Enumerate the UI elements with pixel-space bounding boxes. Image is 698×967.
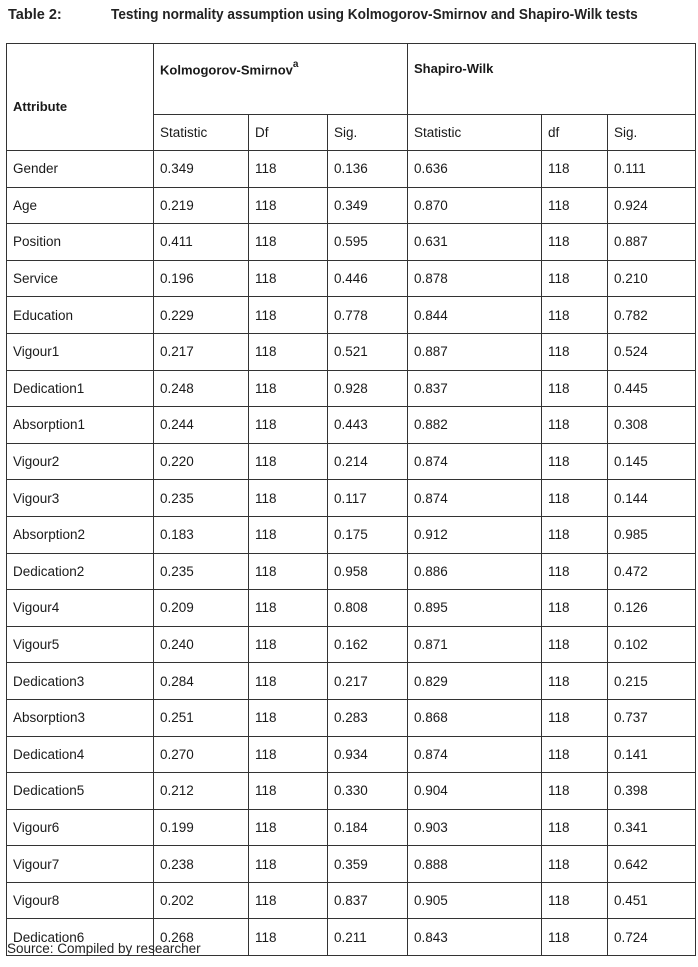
- attribute-cell: Dedication6: [7, 919, 154, 956]
- sw-df-cell: 118: [542, 516, 608, 553]
- ks-df-cell: 118: [249, 626, 328, 663]
- ks-statistic-cell: 0.284: [154, 663, 249, 700]
- ks-sig-cell: 0.778: [328, 297, 408, 334]
- sw-df-cell: 118: [542, 882, 608, 919]
- table-row: [7, 846, 696, 883]
- sw-statistic-cell: 0.844: [408, 297, 542, 334]
- sw-sig-cell: 0.210: [608, 260, 696, 297]
- ks-statistic-cell: 0.209: [154, 590, 249, 627]
- ks-statistic-cell: 0.251: [154, 699, 249, 736]
- sw-df-cell: 118: [542, 407, 608, 444]
- table-row: [7, 407, 696, 444]
- ks-sig-cell: 0.928: [328, 370, 408, 407]
- attribute-cell: Dedication2: [7, 553, 154, 590]
- ks-df-cell: 118: [249, 736, 328, 773]
- sw-sig-cell: 0.111: [608, 151, 696, 188]
- table-row: [7, 736, 696, 773]
- ks-statistic-cell: 0.244: [154, 407, 249, 444]
- sw-df-cell: 118: [542, 187, 608, 224]
- ks-df-cell: 118: [249, 370, 328, 407]
- table-row: [7, 516, 696, 553]
- sw-statistic-cell: 0.887: [408, 333, 542, 370]
- ks-statistic-cell: 0.202: [154, 882, 249, 919]
- attribute-cell: Vigour1: [7, 333, 154, 370]
- sw-sig-cell: 0.924: [608, 187, 696, 224]
- table-row: [7, 480, 696, 517]
- ks-sig-cell: 0.217: [328, 663, 408, 700]
- ks-df-cell: 118: [249, 773, 328, 810]
- attribute-cell: Service: [7, 260, 154, 297]
- sw-statistic-cell: 0.874: [408, 480, 542, 517]
- ks-sig-cell: 0.136: [328, 151, 408, 188]
- sw-sig-cell: 0.782: [608, 297, 696, 334]
- ks-df-cell: 118: [249, 480, 328, 517]
- sw-statistic-cell: 0.895: [408, 590, 542, 627]
- sw-statistic-cell: 0.878: [408, 260, 542, 297]
- ks-df-cell: 118: [249, 333, 328, 370]
- attribute-cell: Vigour7: [7, 846, 154, 883]
- ks-sig-cell: 0.808: [328, 590, 408, 627]
- table-row: [7, 224, 696, 261]
- ks-df-cell: 118: [249, 553, 328, 590]
- sw-statistic-cell: 0.843: [408, 919, 542, 956]
- attribute-cell: Absorption3: [7, 699, 154, 736]
- sw-sig-cell: 0.145: [608, 443, 696, 480]
- ks-df-header: Df: [249, 115, 328, 151]
- sw-df-cell: 118: [542, 699, 608, 736]
- sw-statistic-cell: 0.871: [408, 626, 542, 663]
- ks-df-cell: 118: [249, 699, 328, 736]
- sw-sig-cell: 0.144: [608, 480, 696, 517]
- ks-statistic-cell: 0.217: [154, 333, 249, 370]
- sw-df-cell: 118: [542, 919, 608, 956]
- table-row: [7, 590, 696, 627]
- table-row: [7, 773, 696, 810]
- ks-statistic-header: Statistic: [154, 115, 249, 151]
- ks-df-cell: 118: [249, 590, 328, 627]
- sw-statistic-cell: 0.903: [408, 809, 542, 846]
- ks-df-cell: 118: [249, 663, 328, 700]
- table-row: [7, 260, 696, 297]
- sw-df-cell: 118: [542, 151, 608, 188]
- ks-statistic-cell: 0.235: [154, 480, 249, 517]
- attribute-cell: Absorption1: [7, 407, 154, 444]
- sw-statistic-cell: 0.882: [408, 407, 542, 444]
- table-row: [7, 443, 696, 480]
- sw-df-cell: 118: [542, 224, 608, 261]
- sw-df-cell: 118: [542, 736, 608, 773]
- sw-sig-cell: 0.724: [608, 919, 696, 956]
- ks-sig-cell: 0.214: [328, 443, 408, 480]
- attribute-cell: Vigour4: [7, 590, 154, 627]
- sw-sig-cell: 0.985: [608, 516, 696, 553]
- table-label: Table 2:: [8, 7, 62, 23]
- attribute-cell: Dedication5: [7, 773, 154, 810]
- sw-statistic-header: Statistic: [408, 115, 542, 151]
- ks-df-cell: 118: [249, 516, 328, 553]
- sw-sig-cell: 0.451: [608, 882, 696, 919]
- table-row: [7, 553, 696, 590]
- attribute-cell: Age: [7, 187, 154, 224]
- ks-sig-cell: 0.211: [328, 919, 408, 956]
- table-title: Testing normality assumption using Kolmogorov-Smirnov and Shapiro-Wilk tests: [111, 7, 638, 23]
- ks-sig-cell: 0.934: [328, 736, 408, 773]
- attribute-cell: Dedication1: [7, 370, 154, 407]
- sw-sig-cell: 0.398: [608, 773, 696, 810]
- sw-sig-cell: 0.141: [608, 736, 696, 773]
- ks-statistic-cell: 0.411: [154, 224, 249, 261]
- ks-sig-cell: 0.958: [328, 553, 408, 590]
- ks-sig-header: Sig.: [328, 115, 408, 151]
- source-note: Source: Compiled by researcher: [7, 941, 201, 956]
- table-caption: [8, 7, 694, 31]
- ks-sig-cell: 0.521: [328, 333, 408, 370]
- attribute-cell: Vigour5: [7, 626, 154, 663]
- normality-table: [6, 43, 696, 956]
- table-row: [7, 187, 696, 224]
- attribute-cell: Vigour6: [7, 809, 154, 846]
- sw-df-cell: 118: [542, 333, 608, 370]
- ks-group-label: Kolmogorov-Smirnov: [160, 62, 293, 78]
- table-row: [7, 663, 696, 700]
- sw-df-cell: 118: [542, 663, 608, 700]
- ks-df-cell: 118: [249, 443, 328, 480]
- ks-sig-cell: 0.117: [328, 480, 408, 517]
- ks-statistic-cell: 0.270: [154, 736, 249, 773]
- sw-sig-cell: 0.102: [608, 626, 696, 663]
- ks-df-cell: 118: [249, 407, 328, 444]
- table-row: [7, 626, 696, 663]
- ks-sig-cell: 0.837: [328, 882, 408, 919]
- ks-statistic-cell: 0.349: [154, 151, 249, 188]
- ks-sig-cell: 0.184: [328, 809, 408, 846]
- sw-sig-cell: 0.524: [608, 333, 696, 370]
- ks-statistic-cell: 0.199: [154, 809, 249, 846]
- ks-statistic-cell: 0.229: [154, 297, 249, 334]
- sw-df-cell: 118: [542, 297, 608, 334]
- table-row: [7, 370, 696, 407]
- sw-statistic-cell: 0.631: [408, 224, 542, 261]
- table-body: [7, 151, 696, 956]
- sw-sig-header: Sig.: [608, 115, 696, 151]
- ks-df-cell: 118: [249, 187, 328, 224]
- sw-sig-cell: 0.308: [608, 407, 696, 444]
- ks-group-header: [154, 44, 408, 115]
- sw-statistic-cell: 0.904: [408, 773, 542, 810]
- ks-statistic-cell: 0.238: [154, 846, 249, 883]
- sw-statistic-cell: 0.636: [408, 151, 542, 188]
- attribute-cell: Position: [7, 224, 154, 261]
- group-header-row: [7, 44, 696, 115]
- sw-df-cell: 118: [542, 480, 608, 517]
- sw-statistic-cell: 0.888: [408, 846, 542, 883]
- ks-df-cell: 118: [249, 809, 328, 846]
- ks-statistic-cell: 0.219: [154, 187, 249, 224]
- sw-statistic-cell: 0.874: [408, 443, 542, 480]
- sw-statistic-cell: 0.870: [408, 187, 542, 224]
- attribute-cell: Education: [7, 297, 154, 334]
- table-row: [7, 151, 696, 188]
- ks-sig-cell: 0.359: [328, 846, 408, 883]
- ks-sig-cell: 0.175: [328, 516, 408, 553]
- sw-df-header: df: [542, 115, 608, 151]
- table-row: [7, 699, 696, 736]
- attribute-cell: Vigour3: [7, 480, 154, 517]
- sw-statistic-cell: 0.905: [408, 882, 542, 919]
- sw-statistic-cell: 0.868: [408, 699, 542, 736]
- ks-df-cell: 118: [249, 224, 328, 261]
- table-row: [7, 882, 696, 919]
- ks-statistic-cell: 0.183: [154, 516, 249, 553]
- ks-statistic-cell: 0.196: [154, 260, 249, 297]
- ks-sig-cell: 0.330: [328, 773, 408, 810]
- ks-df-cell: 118: [249, 260, 328, 297]
- ks-sig-cell: 0.162: [328, 626, 408, 663]
- attribute-header: Attribute: [7, 44, 154, 151]
- sw-statistic-cell: 0.837: [408, 370, 542, 407]
- ks-statistic-cell: 0.248: [154, 370, 249, 407]
- sw-statistic-cell: 0.912: [408, 516, 542, 553]
- attribute-cell: Dedication4: [7, 736, 154, 773]
- sw-sig-cell: 0.126: [608, 590, 696, 627]
- sw-df-cell: 118: [542, 553, 608, 590]
- ks-df-cell: 118: [249, 297, 328, 334]
- sw-sig-cell: 0.472: [608, 553, 696, 590]
- ks-sig-cell: 0.283: [328, 699, 408, 736]
- sw-group-header: Shapiro-Wilk: [408, 44, 696, 115]
- table-row: [7, 809, 696, 846]
- ks-df-cell: 118: [249, 919, 328, 956]
- sw-sig-cell: 0.887: [608, 224, 696, 261]
- ks-statistic-cell: 0.268: [154, 919, 249, 956]
- ks-statistic-cell: 0.212: [154, 773, 249, 810]
- ks-df-cell: 118: [249, 882, 328, 919]
- ks-sig-cell: 0.349: [328, 187, 408, 224]
- sw-sig-cell: 0.215: [608, 663, 696, 700]
- ks-statistic-cell: 0.235: [154, 553, 249, 590]
- ks-sig-cell: 0.443: [328, 407, 408, 444]
- sw-statistic-cell: 0.829: [408, 663, 542, 700]
- sw-df-cell: 118: [542, 846, 608, 883]
- table-row: [7, 297, 696, 334]
- sw-df-cell: 118: [542, 443, 608, 480]
- ks-sig-cell: 0.595: [328, 224, 408, 261]
- sw-df-cell: 118: [542, 626, 608, 663]
- ks-df-cell: 118: [249, 151, 328, 188]
- sw-sig-cell: 0.341: [608, 809, 696, 846]
- ks-df-cell: 118: [249, 846, 328, 883]
- attribute-cell: Vigour2: [7, 443, 154, 480]
- sw-statistic-cell: 0.886: [408, 553, 542, 590]
- sw-df-cell: 118: [542, 773, 608, 810]
- sw-statistic-cell: 0.874: [408, 736, 542, 773]
- sw-df-cell: 118: [542, 260, 608, 297]
- ks-statistic-cell: 0.240: [154, 626, 249, 663]
- sw-df-cell: 118: [542, 370, 608, 407]
- sw-df-cell: 118: [542, 590, 608, 627]
- attribute-cell: Absorption2: [7, 516, 154, 553]
- sw-sig-cell: 0.445: [608, 370, 696, 407]
- attribute-cell: Dedication3: [7, 663, 154, 700]
- attribute-cell: Vigour8: [7, 882, 154, 919]
- attribute-cell: Gender: [7, 151, 154, 188]
- sw-sig-cell: 0.737: [608, 699, 696, 736]
- table-row: [7, 333, 696, 370]
- sw-df-cell: 118: [542, 809, 608, 846]
- ks-statistic-cell: 0.220: [154, 443, 249, 480]
- ks-superscript: a: [292, 59, 299, 70]
- ks-sig-cell: 0.446: [328, 260, 408, 297]
- sw-sig-cell: 0.642: [608, 846, 696, 883]
